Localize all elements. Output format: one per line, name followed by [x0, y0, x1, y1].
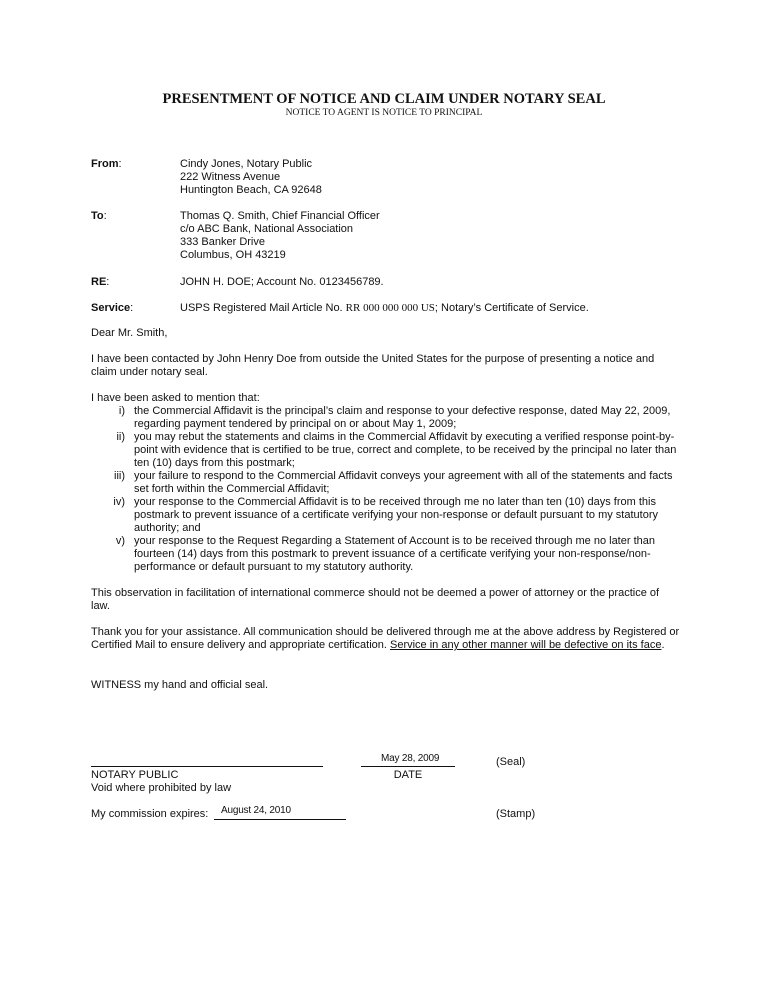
notary-label: NOTARY PUBLIC — [91, 769, 179, 781]
void-note: Void where prohibited by law — [91, 782, 232, 794]
notary-signature-line — [91, 766, 323, 767]
list-number: i) — [118, 405, 125, 417]
service-suffix: ; Notary’s Certificate of Service. — [434, 302, 589, 314]
thanks-underlined: Service in any other manner will be defective on its face — [389, 639, 662, 651]
to-line: 333 Banker Drive — [180, 236, 265, 248]
re-label: RE: — [91, 276, 110, 288]
list-text: your response to the Request Regarding a Statement of Account is to be received through me no later than fourteen (14) days from this postmark to prevent issuance of a certificate verifying your non-response/non-performance or default pursuant to my statutory authority. — [134, 535, 655, 573]
thanks-end: . — [661, 639, 665, 651]
to-line: Thomas Q. Smith, Chief Financial Officer — [180, 210, 380, 222]
list-intro: I have been asked to mention that: — [91, 392, 260, 404]
service-prefix: USPS Registered Mail Article No. — [180, 302, 346, 314]
service-label: Service: — [91, 302, 134, 314]
date-label: DATE — [393, 769, 423, 781]
commission-line — [214, 819, 346, 820]
document-subtitle: NOTICE TO AGENT IS NOTICE TO PRINCIPAL — [285, 108, 483, 118]
from-label: From: — [91, 158, 122, 170]
list-number: v) — [115, 535, 125, 547]
salutation: Dear Mr. Smith, — [91, 327, 168, 339]
from-line: 222 Witness Avenue — [180, 171, 281, 183]
list-number: iii) — [114, 470, 125, 482]
paragraph-observation: This observation in facilitation of international commerce should not be deemed a power of attorney or the practice of law. — [91, 587, 660, 612]
document-title: PRESENTMENT OF NOTICE AND CLAIM UNDER NOTARY SEAL — [162, 91, 606, 107]
re-value: JOHN H. DOE; Account No. 0123456789. — [180, 276, 384, 288]
article-number: RR 000 000 000 US — [345, 302, 435, 314]
list-text: the Commercial Affidavit is the principal’s claim and response to your defective response, dated May 22, 2009, regarding payment tendered by principal on or about May 1, 2009; — [134, 405, 671, 430]
stamp-label: (Stamp) — [496, 808, 536, 820]
thanks-text: Thank you for your assistance. All communication should be delivered through me at the above address by Registered or Certified Mail to ensure delivery and appropriate certification. — [91, 626, 680, 651]
commission-date: August 24, 2010 — [221, 805, 291, 816]
list-number: iv) — [113, 496, 125, 508]
from-line: Huntington Beach, CA 92648 — [180, 184, 322, 196]
to-line: Columbus, OH 43219 — [180, 249, 286, 261]
paragraph-thanks — [91, 626, 681, 652]
from-line: Cindy Jones, Notary Public — [180, 158, 313, 170]
to-label: To: — [91, 210, 107, 222]
commission-label: My commission expires: — [91, 808, 209, 820]
list-text: you may rebut the statements and claims in the Commercial Affidavit by executing a verified response point-by-point with evidence that is certified to be true, correct and complete, to be received by the principal no later than ten (10) days from this postmark; — [134, 431, 677, 469]
from-address — [180, 158, 322, 197]
to-line: c/o ABC Bank, National Association — [180, 223, 354, 235]
list-text: your response to the Commercial Affidavit is to be received through me no later than ten (10) days from this postmark to prevent issuance of a certificate verifying your non-response or default pursuant to my statutory authority; and — [134, 496, 658, 534]
list-number: ii) — [116, 431, 125, 443]
paragraph-contact: I have been contacted by John Henry Doe from outside the United States for the purpose of presenting a notice and claim under notary seal. — [91, 353, 655, 378]
seal-label: (Seal) — [496, 756, 526, 768]
to-address — [180, 210, 380, 262]
date-value: May 28, 2009 — [381, 753, 440, 764]
witness-statement: WITNESS my hand and official seal. — [91, 679, 269, 691]
service-value — [180, 302, 589, 315]
date-line — [361, 766, 455, 767]
list-text: your failure to respond to the Commercial Affidavit conveys your agreement with all of the statements and facts set forth within the Commercial Affidavit; — [134, 470, 673, 495]
